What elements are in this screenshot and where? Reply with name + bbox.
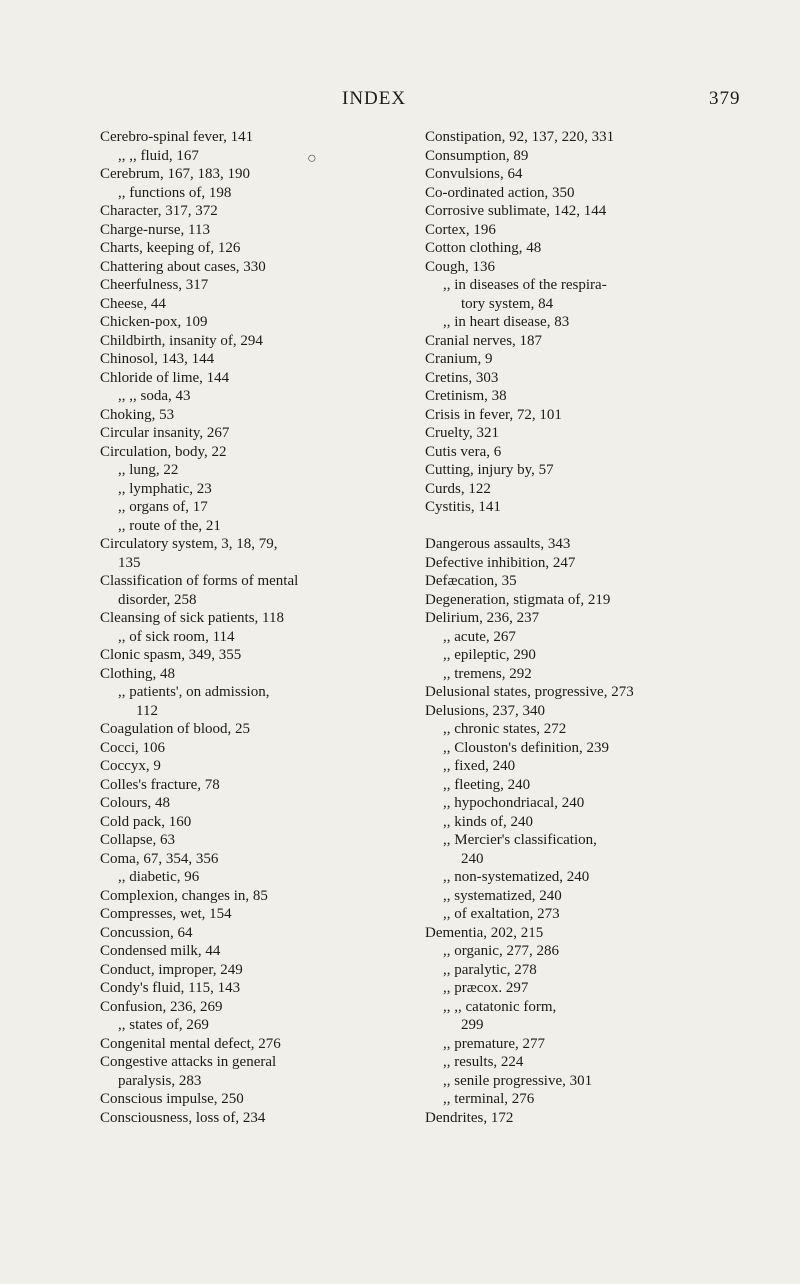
index-entry [100,924,403,943]
index-subentry [425,276,725,313]
entry-text: Crisis in fever, 72, 101 [425,406,562,423]
entry-text: ,, lung, 22 [118,462,179,478]
entry-text: Circulation, body, 22 [100,443,227,460]
entry-text: ,, diabetic, 96 [118,869,200,885]
entry-text: Cruelty, 321 [425,425,500,441]
entry-text: Cough, 136 [425,258,496,275]
index-subentry [425,628,725,647]
index-entry [100,942,403,961]
entry-text: Cretinism, 38 [425,388,507,404]
entry-text: Cranial nerves, 187 [425,332,543,349]
entry-text: Coma, 67, 354, 356 [100,850,219,867]
entry-text: ,, tremens, 292 [443,665,532,682]
index-entry [425,443,725,462]
entry-text: Corrosive sublimate, 142, 144 [425,203,607,219]
index-entry [100,609,403,628]
entry-continuation: tory system, 84 [461,295,554,312]
index-entry [100,572,403,609]
index-entry [425,221,725,240]
index-subentry [425,979,725,998]
index-entry [100,1109,403,1128]
entry-text: ,, paralytic, 278 [443,961,537,978]
index-subentry [100,628,403,647]
index-entry [100,850,403,869]
entry-text: Collapse, 63 [100,832,175,848]
entry-text: Cystitis, 141 [425,499,501,515]
entry-text: Cheese, 44 [100,295,166,312]
entry-text: Chattering about cases, 330 [100,258,266,275]
entry-text: Condy's fluid, 115, 143 [100,980,241,996]
entry-continuation: 240 [461,850,484,867]
entry-text: Cerebro-spinal fever, 141 [100,129,254,145]
entry-text: Cheerfulness, 317 [100,277,209,293]
index-entry [100,332,403,351]
index-entry [425,406,725,425]
entry-text: ,, hypochondriacal, 240 [443,795,585,811]
entry-text: Cotton clothing, 48 [425,240,542,256]
entry-text: Coagulation of blood, 25 [100,721,250,737]
index-entry [100,424,403,443]
index-entry [100,313,403,332]
index-entry [425,554,725,573]
index-subentry [100,1016,403,1035]
entry-text: ,, lymphatic, 23 [118,480,212,497]
index-entry [425,332,725,351]
entry-text: Dangerous assaults, 343 [425,536,571,552]
entry-text: Convulsions, 64 [425,166,523,182]
index-subentry [425,1053,725,1072]
entry-text: ,, of sick room, 114 [118,628,235,645]
entry-text: Complexion, changes in, 85 [100,887,268,904]
entry-text: ,, epileptic, 290 [443,647,536,663]
entry-text: Degeneration, stigmata of, 219 [425,591,611,608]
entry-text: Circular insanity, 267 [100,425,230,441]
index-entry [100,831,403,850]
entry-text: ,, ,, soda, 43 [118,388,191,404]
index-entry [425,184,725,203]
entry-text: ,, kinds of, 240 [443,813,533,830]
index-entry [100,739,403,758]
index-entry [425,424,725,443]
entry-text: ,, functions of, 198 [118,184,232,201]
entry-text: Chicken-pox, 109 [100,314,208,330]
index-subentry [425,1035,725,1054]
entry-text: ,, organs of, 17 [118,499,208,515]
index-entry [425,1109,725,1128]
index-entry [100,239,403,258]
index-subentry [425,942,725,961]
entry-text: Clothing, 48 [100,665,176,682]
index-entry [425,683,725,702]
entry-text: ,, Mercier's classification, [443,832,597,848]
entry-text: Conduct, improper, 249 [100,961,243,978]
index-entry [100,535,403,572]
index-entry [425,387,725,406]
entry-text: Consciousness, loss of, 234 [100,1109,266,1126]
entry-text: Cerebrum, 167, 183, 190 [100,166,250,182]
index-subentry [425,739,725,758]
entry-text: ,, states of, 269 [118,1017,209,1033]
index-subentry [100,480,403,499]
entry-text: Cocci, 106 [100,739,165,756]
index-entry [100,665,403,684]
entry-continuation: paralysis, 283 [118,1072,202,1089]
index-entry [100,295,403,314]
index-entry [100,757,403,776]
entry-continuation: 112 [136,702,158,719]
entry-text: Cleansing of sick patients, 118 [100,610,284,626]
index-entry [100,350,403,369]
index-entry [425,591,725,610]
entry-text: ,, senile progressive, 301 [443,1072,593,1089]
index-column-right [425,128,725,1127]
entry-text: ,, in diseases of the respira- [443,277,607,293]
entry-text: Constipation, 92, 137, 220, 331 [425,129,615,145]
section-gap [425,517,725,536]
index-entry [100,794,403,813]
index-entry [425,350,725,369]
ink-blemish-icon: ○ [307,150,317,167]
entry-text: ,, terminal, 276 [443,1091,535,1107]
entry-text: ,, ,, fluid, 167 [118,147,199,164]
entry-text: ,, acute, 267 [443,628,516,645]
entry-text: ,, premature, 277 [443,1035,546,1052]
index-entry [425,128,725,147]
entry-text: Choking, 53 [100,406,175,423]
entry-text: Condensed milk, 44 [100,943,221,959]
index-entry [425,498,725,517]
index-subentry [425,665,725,684]
index-subentry [425,646,725,665]
index-entry [100,258,403,277]
entry-text: ,, route of the, 21 [118,517,221,534]
index-entry [100,887,403,906]
index-entry [425,147,725,166]
entry-text: Classification of forms of mental [100,573,299,589]
index-entry [100,165,403,184]
index-subentry [425,794,725,813]
index-entry [425,461,725,480]
entry-text: ,, results, 224 [443,1054,524,1070]
entry-text: Chloride of lime, 144 [100,369,230,386]
index-entry [100,813,403,832]
entry-text: Circulatory system, 3, 18, 79, [100,536,278,552]
entry-text: Defective inhibition, 247 [425,554,576,571]
index-subentry [425,905,725,924]
index-entry [425,165,725,184]
index-subentry [425,1072,725,1091]
index-subentry [425,757,725,776]
entry-text: Cranium, 9 [425,351,493,367]
index-entry [100,1053,403,1090]
entry-text: ,, non-systematized, 240 [443,869,590,885]
entry-continuation: 135 [118,554,141,571]
index-subentry [100,868,403,887]
index-entry [100,998,403,1017]
page-title: INDEX [342,88,407,109]
entry-text: Charge-nurse, 113 [100,221,210,238]
entry-text: ,, in heart disease, 83 [443,314,570,330]
index-entry [425,202,725,221]
index-subentry [100,184,403,203]
index-entry [100,221,403,240]
index-entry [100,979,403,998]
index-entry [100,1090,403,1109]
entry-text: Chinosol, 143, 144 [100,351,215,367]
index-entry [100,646,403,665]
index-entry [425,572,725,591]
entry-text: Character, 317, 372 [100,203,218,219]
entry-text: Colles's fracture, 78 [100,776,220,793]
entry-text: ,, fleeting, 240 [443,776,531,793]
entry-text: ,, chronic states, 272 [443,721,567,737]
entry-text: Congenital mental defect, 276 [100,1035,281,1052]
index-entry [100,369,403,388]
entry-text: Cretins, 303 [425,369,499,386]
index-subentry [100,461,403,480]
index-subentry [425,313,725,332]
index-entry [425,609,725,628]
entry-text: Cortex, 196 [425,221,496,238]
entry-text: Defæcation, 35 [425,573,517,589]
page-number: 379 [709,88,741,109]
entry-text: ,, ,, catatonic form, [443,998,557,1015]
index-subentry [100,147,403,166]
entry-text: ,, præcox. 297 [443,980,529,996]
entry-text: Curds, 122 [425,480,491,497]
index-entry [425,369,725,388]
index-entry [100,961,403,980]
entry-text: Congestive attacks in general [100,1054,277,1070]
entry-text: Co-ordinated action, 350 [425,184,575,201]
entry-text: ,, systematized, 240 [443,887,562,904]
entry-text: ,, patients', on admission, [118,684,270,700]
entry-text: Confusion, 236, 269 [100,998,223,1015]
index-subentry [425,961,725,980]
entry-text: ,, Clouston's definition, 239 [443,739,610,756]
entry-continuation: 299 [461,1017,484,1033]
entry-text: Cutis vera, 6 [425,443,502,460]
page-header [0,88,800,112]
entry-text: Cold pack, 160 [100,813,192,830]
index-subentry [425,887,725,906]
index-subentry [100,517,403,536]
index-entry [100,1035,403,1054]
index-subentry [425,1090,725,1109]
index-subentry [425,831,725,868]
entry-text: Delusional states, progressive, 273 [425,684,634,700]
index-entry [100,776,403,795]
index-entry [425,239,725,258]
index-entry [100,720,403,739]
index-entry [425,535,725,554]
index-entry [100,905,403,924]
index-entry [425,924,725,943]
entry-text: Childbirth, insanity of, 294 [100,332,263,349]
entry-text: Clonic spasm, 349, 355 [100,647,242,663]
index-subentry [425,813,725,832]
entry-text: ,, of exaltation, 273 [443,906,560,922]
entry-text: Delusions, 237, 340 [425,702,545,719]
entry-text: Colours, 48 [100,795,171,811]
entry-text: Charts, keeping of, 126 [100,240,241,256]
index-column-left [100,128,403,1127]
entry-text: Delirium, 236, 237 [425,610,540,626]
index-entry [425,258,725,277]
index-subentry [425,998,725,1035]
index-entry [425,480,725,499]
index-subentry [425,868,725,887]
entry-text: Consumption, 89 [425,147,529,164]
index-entry [100,128,403,147]
index-entry [100,443,403,462]
index-subentry [425,776,725,795]
index-entry [100,276,403,295]
entry-text: Compresses, wet, 154 [100,906,232,922]
index-entry [100,202,403,221]
entry-continuation: disorder, 258 [118,591,197,608]
index-subentry [100,498,403,517]
entry-text: Dementia, 202, 215 [425,924,544,941]
index-subentry [425,720,725,739]
index-entry [425,702,725,721]
entry-text: ,, fixed, 240 [443,758,516,774]
entry-text: Coccyx, 9 [100,758,161,774]
entry-text: Concussion, 64 [100,924,193,941]
entry-text: Dendrites, 172 [425,1109,514,1126]
index-subentry [100,387,403,406]
entry-text: ,, organic, 277, 286 [443,943,559,959]
index-entry [100,406,403,425]
entry-text: Conscious impulse, 250 [100,1091,244,1107]
entry-text: Cutting, injury by, 57 [425,462,554,478]
index-subentry [100,683,403,720]
